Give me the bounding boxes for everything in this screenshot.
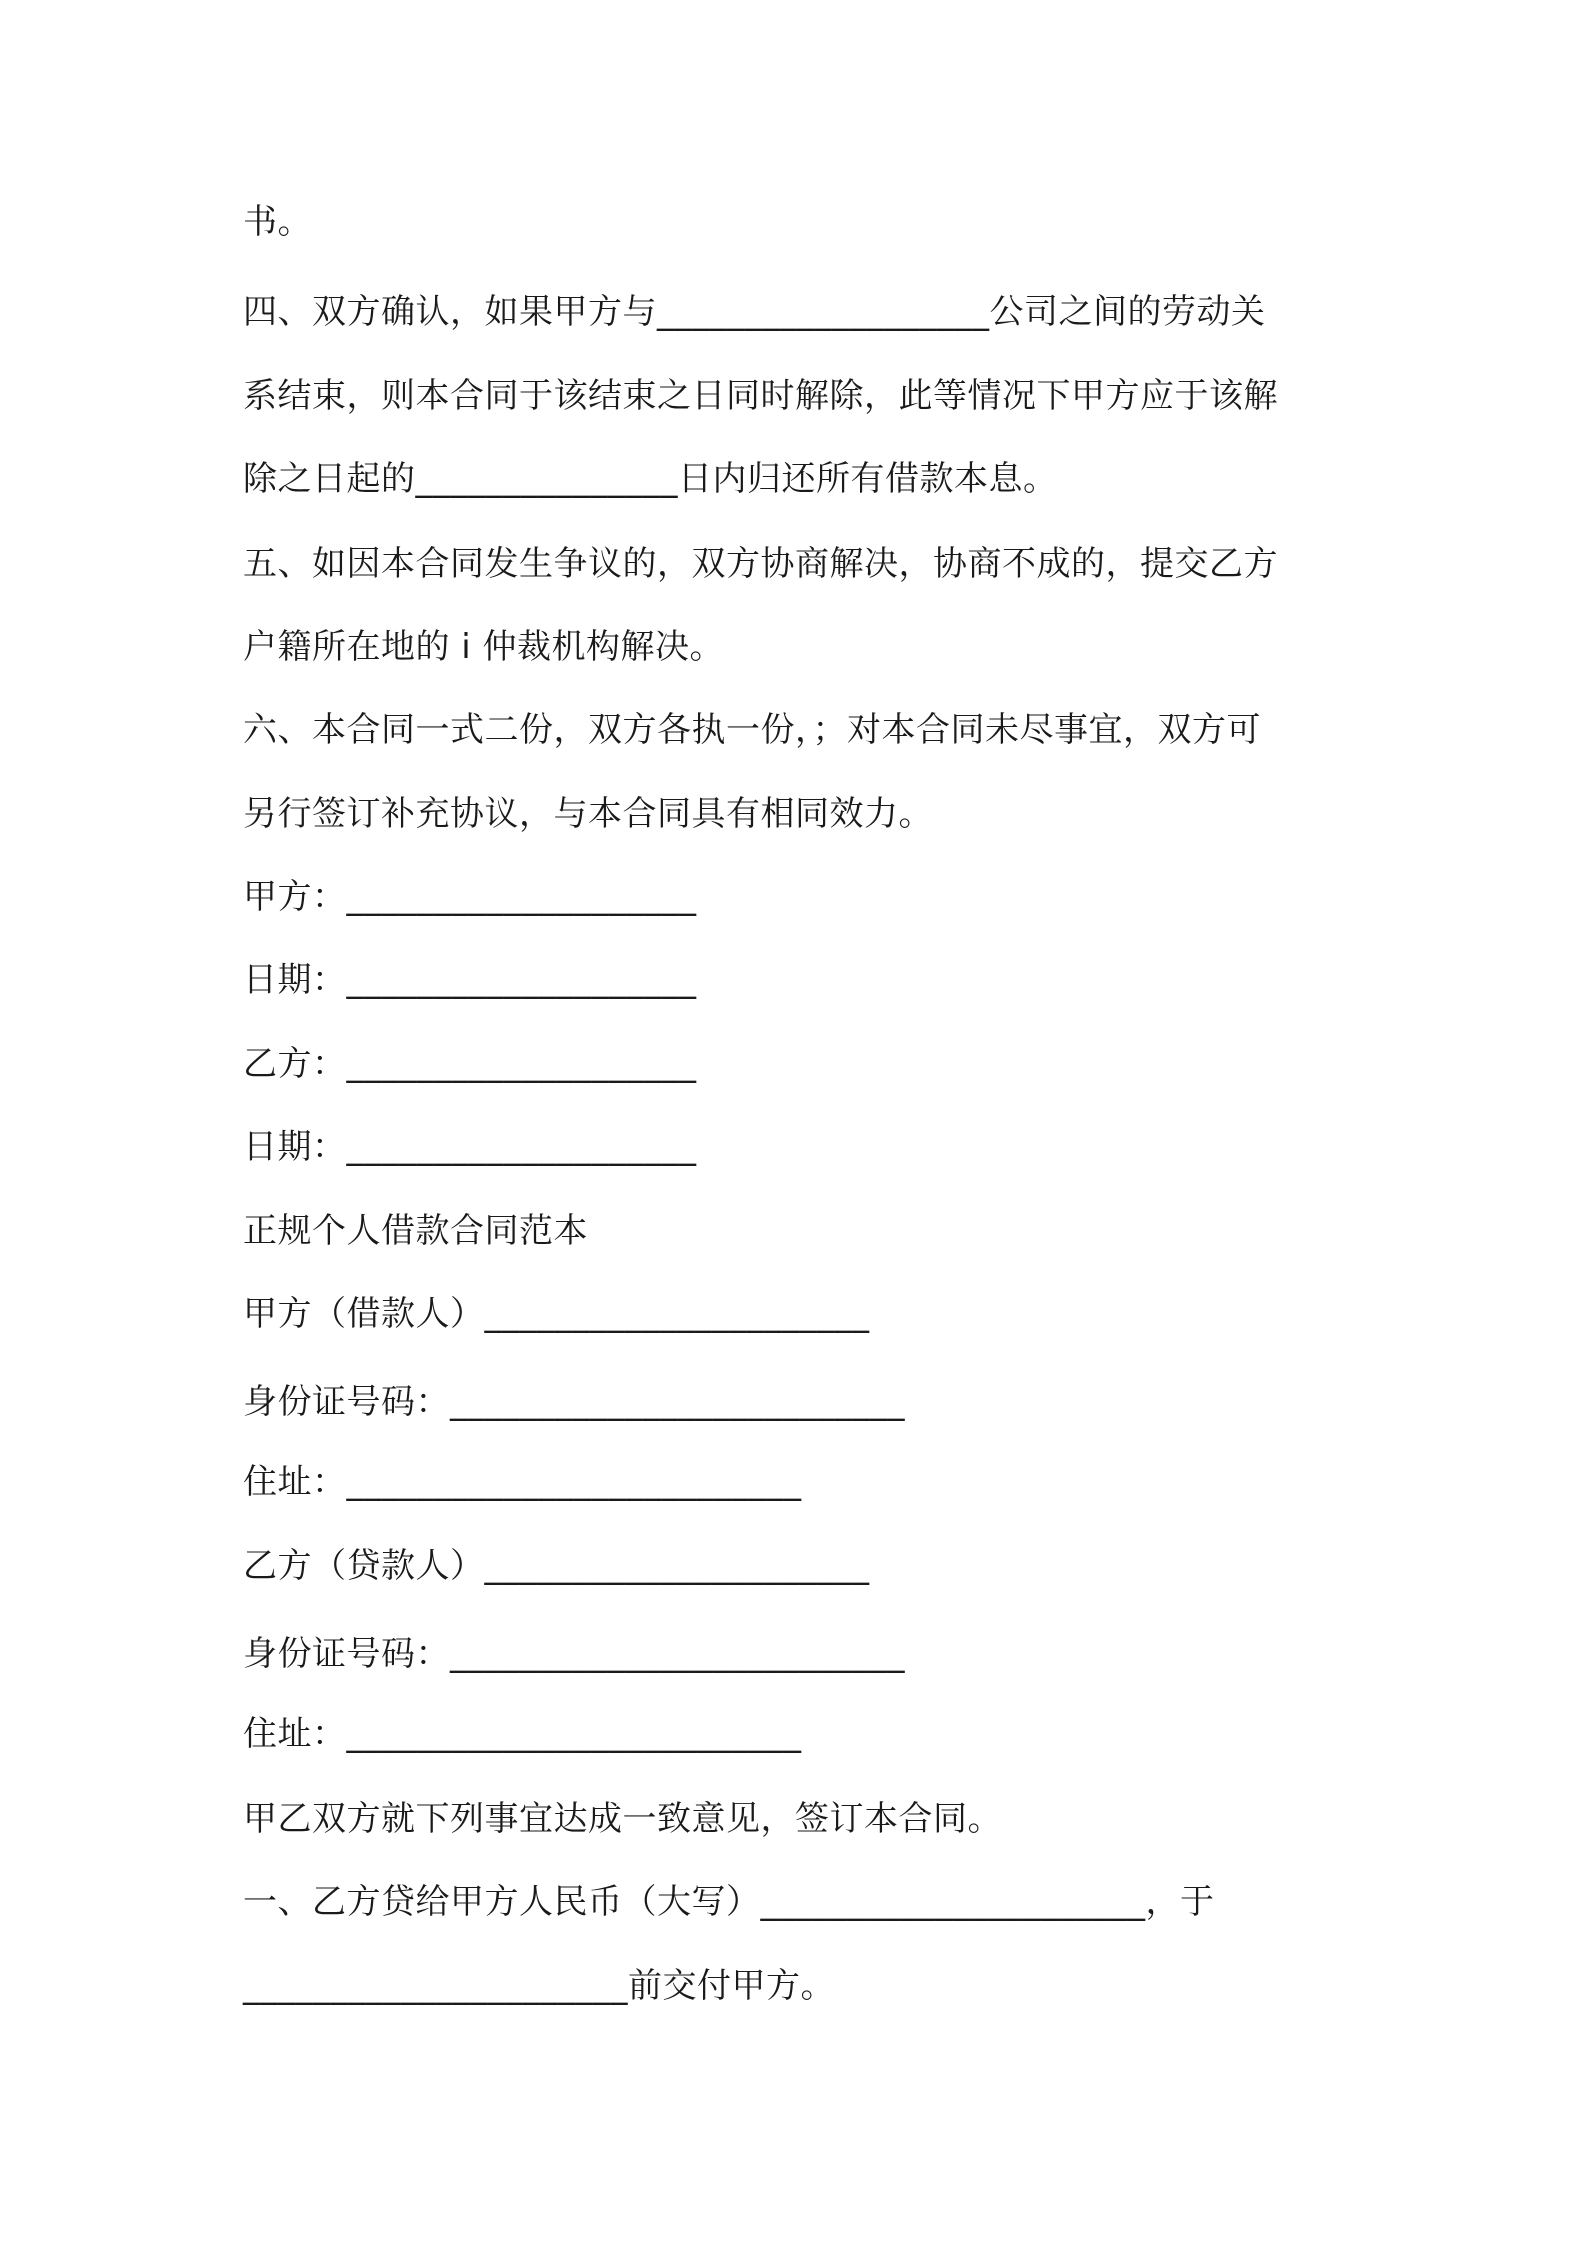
lender-line: 乙方（贷款人）______________________	[243, 1546, 870, 1586]
borrower-line: 甲方（借款人）______________________	[243, 1294, 870, 1334]
text-line-5: 五、如因本合同发生争议的，双方协商解决，协商不成的，提交乙方	[243, 544, 1278, 584]
text-line-3: 系结束，则本合同于该结束之日同时解除，此等情况下甲方应于该解	[243, 376, 1278, 416]
lender-address-line: 住址：__________________________	[243, 1714, 802, 1754]
clause-one-line-1: 一、乙方贷给甲方人民币（大写）______________________，于	[243, 1882, 1215, 1922]
signature-party-b: 乙方：____________________	[243, 1044, 697, 1084]
signature-date-b: 日期：____________________	[243, 1127, 697, 1167]
lender-id-line: 身份证号码：__________________________	[243, 1634, 905, 1674]
signature-party-a: 甲方：____________________	[243, 877, 697, 917]
text-line-2: 四、双方确认，如果甲方与___________________公司之间的劳动关	[243, 292, 1266, 332]
signature-date-a: 日期：____________________	[243, 960, 697, 1000]
agreement-intro-line: 甲乙双方就下列事宜达成一致意见，签订本合同。	[243, 1799, 1002, 1839]
section-title: 正规个人借款合同范本	[243, 1211, 588, 1251]
text-line-8: 另行签订补充协议，与本合同具有相同效力。	[243, 794, 933, 834]
borrower-address-line: 住址：__________________________	[243, 1462, 802, 1502]
text-line-4: 除之日起的_______________日内归还所有借款本息。	[243, 459, 1058, 499]
text-line-6: 户籍所在地的 i 仲裁机构解决。	[243, 627, 725, 667]
clause-one-line-2: ______________________前交付甲方。	[243, 1966, 835, 2006]
text-line-7: 六、本合同一式二份，双方各执一份，；对本合同未尽事宜，双方可	[243, 710, 1261, 750]
text-line-1: 书。	[243, 202, 312, 242]
borrower-id-line: 身份证号码：__________________________	[243, 1382, 905, 1422]
